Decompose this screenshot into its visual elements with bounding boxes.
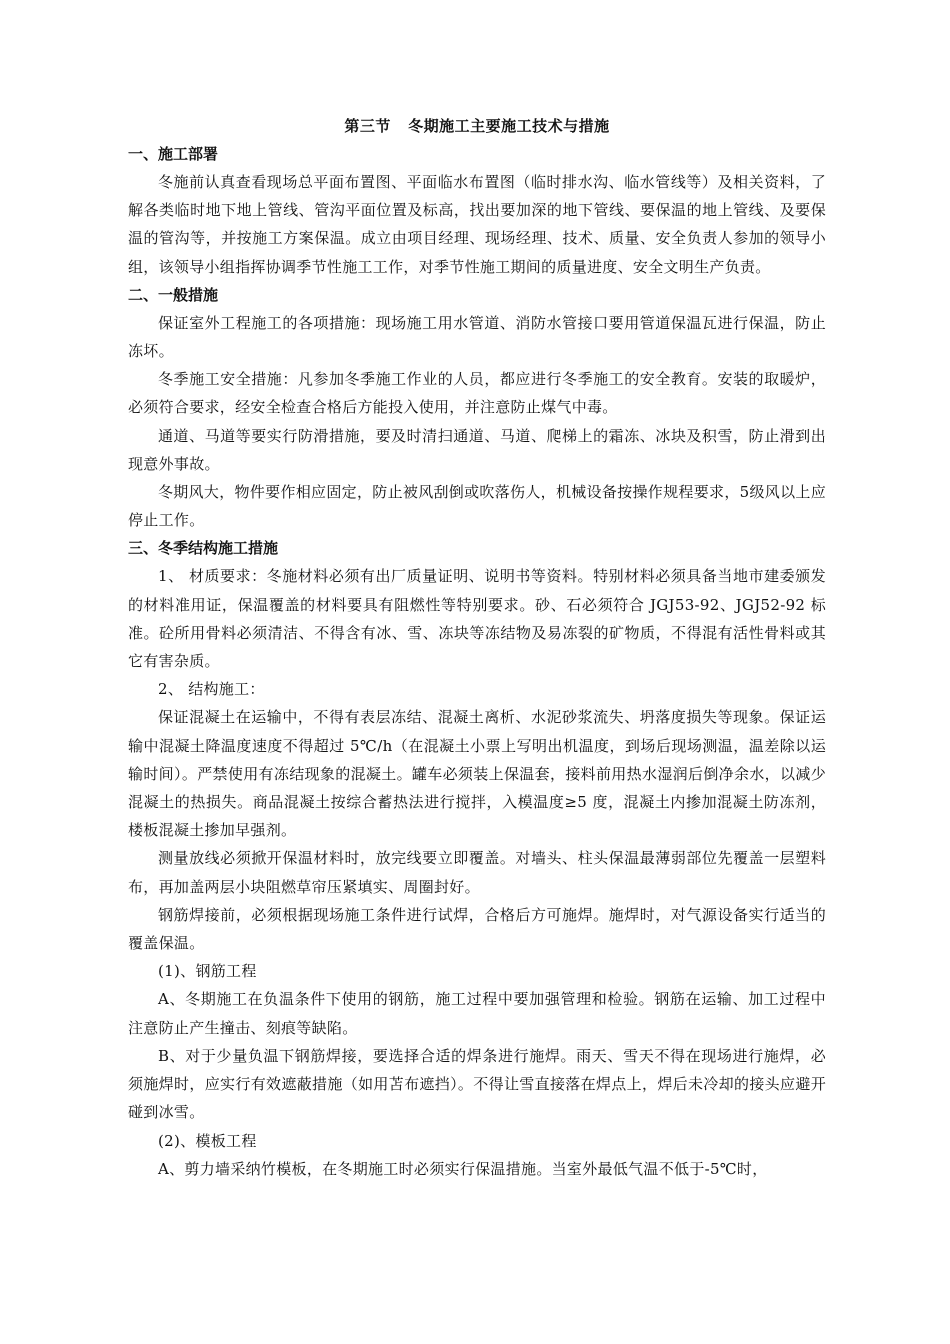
section-deployment <box>128 140 826 281</box>
paragraph: 1、 材质要求：冬施材料必须有出厂质量证明、说明书等资料。特别材料必须具备当地市建委颁发的材料准用证，保温覆盖的材料要具有阻燃性等特别要求。砂、石必须符合 JGJ53-92、JGJ52-92 标准。砼所用骨料必须清洁、不得含有冰、雪、冻块等冻结物及易冻裂的矿物质，不得混有活性骨料或其它有害杂质。 <box>128 567 826 671</box>
paragraph: 冬期风大，物件要作相应固定，防止被风刮倒或吹落伤人，机械设备按操作规程要求，5级风以上应停止工作。 <box>128 483 826 530</box>
paragraph: A、剪力墙采纳竹模板，在冬期施工时必须实行保温措施。当室外最低气温不低于-5℃时， <box>158 1159 768 1178</box>
section-heading: 二、一般措施 <box>128 285 219 304</box>
paragraph: 保证混凝土在运输中，不得有表层冻结、混凝土离析、水泥砂浆流失、坍落度损失等现象。保证运输中混凝土降温度速度不得超过 5℃/h（在混凝土小票上写明出机温度，到场后现场测温，温差除以运输时间）。严禁使用有冻结现象的混凝土。罐车必须装上保温套，接料前用热水湿润后倒净余水，以减少混凝土的热损失。商品混凝土按综合蓄热法进行搅拌，入模温度≥5 度，混凝土内掺加混凝土防冻剂，楼板混凝土掺加早强剂。 <box>128 708 826 840</box>
paragraph: 测量放线必须掀开保温材料时，放完线要立即覆盖。对墙头、柱头保温最薄弱部位先覆盖一层塑料布，再加盖两层小块阻燃草帘压紧填实、周圈封好。 <box>128 849 826 896</box>
paragraph: 冬施前认真查看现场总平面布置图、平面临水布置图（临时排水沟、临水管线等）及相关资料，了解各类临时地下地上管线、管沟平面位置及标高，找出要加深的地下管线、要保温的地上管线、及要保温的管沟等，并按施工方案保温。成立由项目经理、现场经理、技术、质量、安全负责人参加的领导小组，该领导小组指挥协调季节性施工工作，对季节性施工期间的质量进度、安全文明生产负责。 <box>128 173 826 276</box>
paragraph: 钢筋焊接前，必须根据现场施工条件进行试焊，合格后方可施焊。施焊时，对气源设备实行适当的覆盖保温。 <box>128 905 826 953</box>
section-general-measures <box>128 281 826 535</box>
section-heading: 三、冬季结构施工措施 <box>128 539 279 558</box>
paragraph: 保证室外工程施工的各项措施：现场施工用水管道、消防水管接口要用管道保温瓦进行保温，防止冻坏。 <box>128 313 826 361</box>
paragraph: A、冬期施工在负温条件下使用的钢筋，施工过程中要加强管理和检验。钢筋在运输、加工过程中注意防止产生撞击、刻痕等缺陷。 <box>128 990 826 1037</box>
paragraph: B、对于少量负温下钢筋焊接，要选择合适的焊条进行施焊。雨天、雪天不得在现场进行施焊，必须施焊时，应实行有效遮蔽措施（如用苫布遮挡）。不得让雪直接落在焊点上，焊后未冷却的接头应避开碰到冰雪。 <box>128 1046 826 1122</box>
paragraph: 通道、马道等要实行防滑措施，要及时清扫通道、马道、爬梯上的霜冻、冰块及积雪，防止滑到出现意外事故。 <box>128 426 826 473</box>
document-title: 第三节 冬期施工主要施工技术与措施 <box>344 117 610 135</box>
paragraph: 2、 结构施工： <box>158 680 265 699</box>
section-structure-measures <box>128 534 826 1182</box>
paragraph: (2)、模板工程 <box>158 1131 257 1150</box>
document-page <box>128 112 826 1183</box>
paragraph: 冬季施工安全措施：凡参加冬季施工作业的人员，都应进行冬季施工的安全教育。安装的取暖炉，必须符合要求，经安全检查合格后方能投入使用，并注意防止煤气中毒。 <box>128 370 826 417</box>
section-heading: 一、施工部署 <box>128 145 219 163</box>
paragraph: (1)、钢筋工程 <box>158 962 257 981</box>
